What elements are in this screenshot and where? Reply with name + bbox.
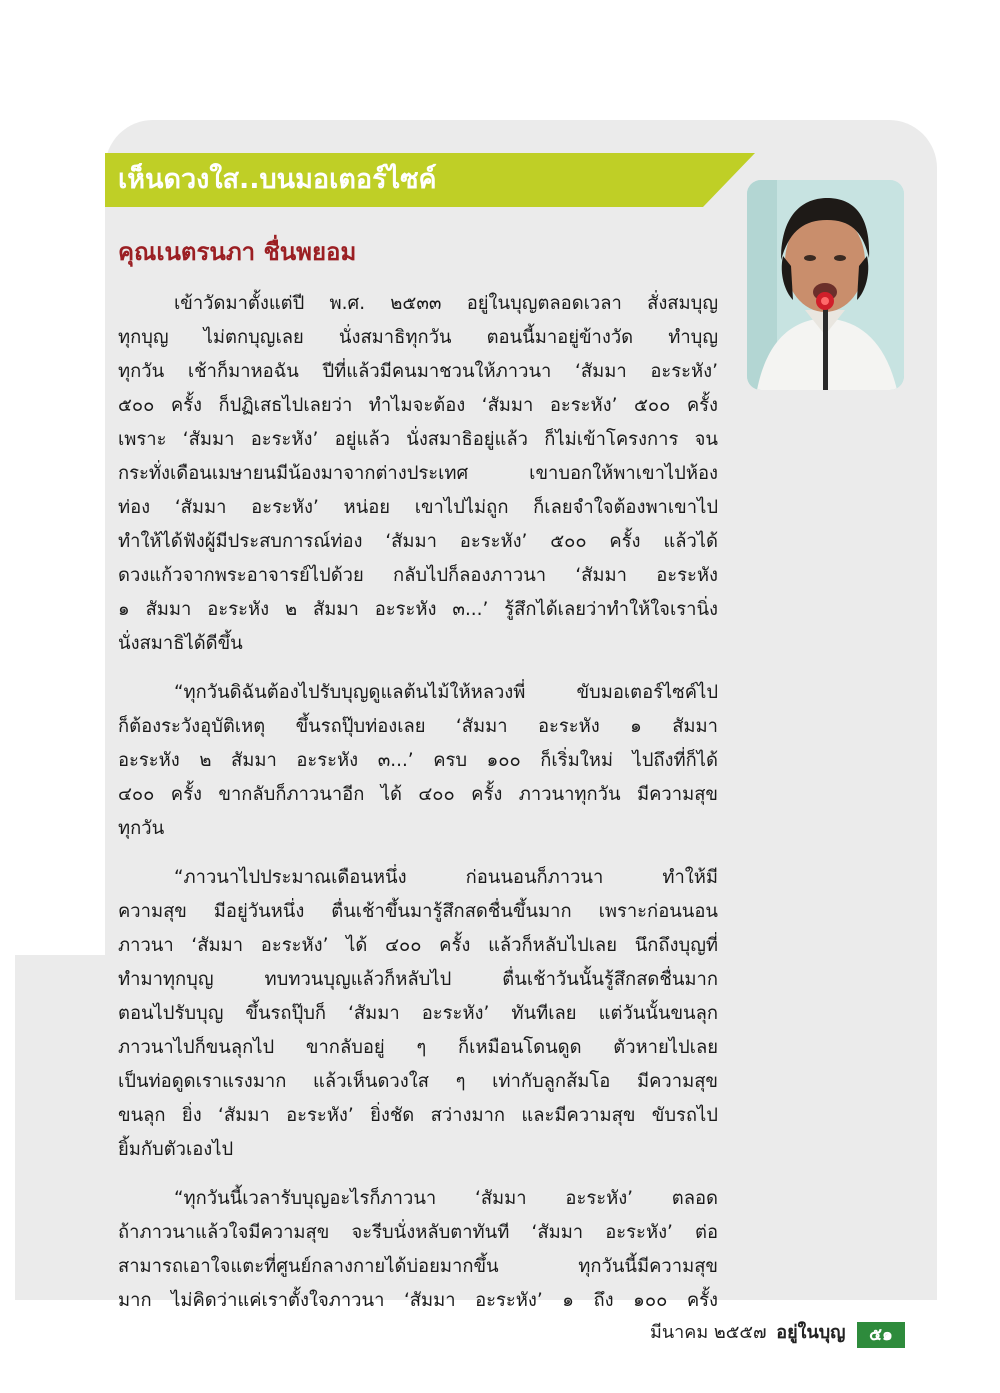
text-line: ภาวนาไปก็ขนลุกไป ขากลับอยู่ ๆ ก็เหมือนโดนดูด ตัวหายไปเลย xyxy=(118,1037,718,1058)
text-line: “ทุกวันนี้เวลารับบุญอะไรก็ภาวนา ‘สัมมา อะระหัง’ ตลอด xyxy=(174,1188,718,1209)
text-line: ท่อง ‘สัมมา อะระหัง’ หน่อย เขาไปไม่ถูก ก็เลยจำใจต้องพาเขาไป xyxy=(118,497,718,518)
text-line: นั่งสมาธิได้ดีขึ้น xyxy=(118,633,243,654)
text-line: ทุกบุญ ไม่ตกบุญเลย นั่งสมาธิทุกวัน ตอนนี้มาอยู่ข้างวัด ทำบุญ xyxy=(118,327,718,348)
publication-name: อยู่ในบุญ xyxy=(776,1322,846,1343)
text-line: ภาวนา ‘สัมมา อะระหัง’ ได้ ๔๐๐ ครั้ง แล้วก็หลับไปเลย นึกถึงบุญที่ xyxy=(118,935,718,956)
author-name: คุณเนตรนภา ชื่นพยอม xyxy=(118,238,357,266)
text-line: ยิ้มกับตัวเองไป xyxy=(118,1139,234,1160)
text-line: อะระหัง ๒ สัมมา อะระหัง ๓...’ ครบ ๑๐๐ ก็เริ่มใหม่ ไปถึงที่ก็ได้ xyxy=(118,750,718,771)
text-line: ความสุข มีอยู่วันหนึ่ง ตื่นเช้าขึ้นมารู้สึกสดชื่นขึ้นมาก เพราะก่อนนอน xyxy=(118,901,718,922)
text-line: “ทุกวันดิฉันต้องไปรับบุญดูแลต้นไม้ให้หลวงพี่ ขับมอเตอร์ไซค์ไป xyxy=(174,682,718,703)
text-line: “ภาวนาไปประมาณเดือนหนึ่ง ก่อนนอนก็ภาวนา ทำให้มี xyxy=(174,867,718,888)
paragraph xyxy=(118,676,718,846)
text-line: ๔๐๐ ครั้ง ขากลับก็ภาวนาอีก ได้ ๔๐๐ ครั้ง ภาวนาทุกวัน มีความสุข xyxy=(118,784,718,805)
page-number-badge: ๕๑ xyxy=(857,1322,905,1348)
paragraph xyxy=(118,1182,718,1318)
paragraph xyxy=(118,861,718,1167)
text-line: มาก ไม่คิดว่าแค่เราตั้งใจภาวนา ‘สัมมา อะระหัง’ ๑ ถึง ๑๐๐ ครั้ง xyxy=(118,1290,718,1311)
text-line: ทำให้ได้ฟังผู้มีประสบการณ์ท่อง ‘สัมมา อะระหัง’ ๕๐๐ ครั้ง แล้วได้ xyxy=(118,531,718,552)
content-panel-extension xyxy=(15,955,107,1300)
text-line: ก็ต้องระวังอุบัติเหตุ ขึ้นรถปุ๊บท่องเลย ‘สัมมา อะระหัง ๑ สัมมา xyxy=(118,716,718,737)
text-line: เป็นท่อดูดเราแรงมาก แล้วเห็นดวงใส ๆ เท่ากับลูกส้มโอ มีความสุข xyxy=(118,1071,718,1092)
issue-date: มีนาคม ๒๕๕๗ xyxy=(650,1322,767,1343)
text-line: เข้าวัดมาตั้งแต่ปี พ.ศ. ๒๕๓๓ อยู่ในบุญตลอดเวลา สั่งสมบุญ xyxy=(174,293,718,314)
person-speaking-illustration xyxy=(747,180,904,390)
text-line: เพราะ ‘สัมมา อะระหัง’ อยู่แล้ว นั่งสมาธิอยู่แล้ว ก็ไม่เข้าโครงการ จน xyxy=(118,429,718,450)
text-line: ดวงแก้วจากพระอาจารย์ไปด้วย กลับไปก็ลองภาวนา ‘สัมมา อะระหัง xyxy=(118,565,718,586)
page-footer xyxy=(650,1318,846,1348)
text-line: ถ้าภาวนาแล้วใจมีความสุข จะรีบนั่งหลับตาทันที ‘สัมมา อะระหัง’ ต่อ xyxy=(118,1222,719,1243)
text-line: ทุกวัน xyxy=(118,818,165,839)
text-line: ตอนไปรับบุญ ขึ้นรถปุ๊บก็ ‘สัมมา อะระหัง’ ทันทีเลย แต่วันนั้นขนลุก xyxy=(118,1003,718,1024)
text-line: กระทั่งเดือนเมษายนมีน้องมาจากต่างประเทศ เขาบอกให้พาเขาไปห้อง xyxy=(118,463,718,484)
text-line: ทุกวัน เช้าก็มาหอฉัน ปีที่แล้วมีคนมาชวนให้ภาวนา ‘สัมมา อะระหัง’ xyxy=(118,361,718,382)
text-line: ๑ สัมมา อะระหัง ๒ สัมมา อะระหัง ๓...’ รู้สึกได้เลยว่าทำให้ใจเรานิ่ง xyxy=(118,599,718,620)
text-line: ทำมาทุกบุญ ทบทวนบุญแล้วก็หลับไป ตื่นเช้าวันนั้นรู้สึกสดชื่นมาก xyxy=(118,969,718,990)
article-title: เห็นดวงใส..บนมอเตอร์ไซค์ xyxy=(118,164,437,195)
text-line: สามารถเอาใจแตะที่ศูนย์กลางกายได้บ่อยมากขึ้น ทุกวันนี้มีความสุข xyxy=(118,1256,718,1277)
article-body xyxy=(118,287,718,1333)
text-line: ขนลุก ยิ่ง ‘สัมมา อะระหัง’ ยิ่งชัด สว่างมาก และมีความสุข ขับรถไป xyxy=(118,1105,718,1126)
paragraph xyxy=(118,287,718,661)
text-line: ๕๐๐ ครั้ง ก็ปฏิเสธไปเลยว่า ทำไมจะต้อง ‘สัมมา อะระหัง’ ๕๐๐ ครั้ง xyxy=(118,395,718,416)
author-photo xyxy=(747,180,904,390)
